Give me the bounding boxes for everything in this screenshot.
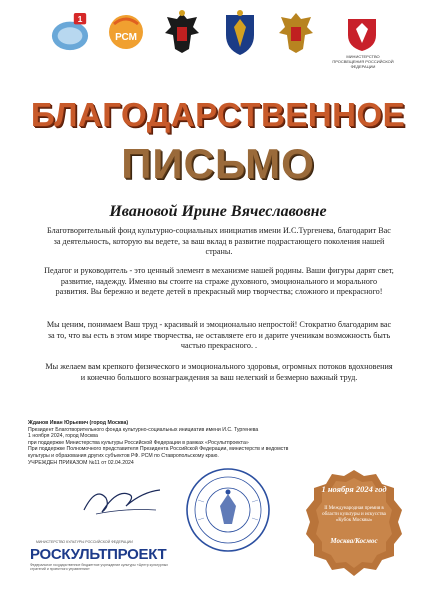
logo-badge-text: 1 <box>77 14 83 25</box>
ministry-shield-icon <box>220 8 260 58</box>
medal-line-3: «Кубок Москвы» <box>335 518 373 523</box>
official-stamp <box>184 466 272 554</box>
medal-line-1: II Международная премия в <box>324 506 384 511</box>
body-paragraph-1: Благотворительный фонд культурно-социальных инициатив имени И.С.Тургенева, благодарит Вас за деятельность, которую вы ведете, за ваш вклад в развитие подрастающего поколения нашей страны. <box>47 226 391 256</box>
signatory-line-4: При поддержке Полномочного представителя Президента Российской Федерации, министерств и ведомств культуры и образования других субъектов РФ. РСМ по Ставропольскому краю. <box>28 446 289 459</box>
signatory-line-5: УЧРЕЖДЕН ПРИКАЗОМ №11 от 02.04.2024 <box>28 459 134 466</box>
signatory-line-2: 1 ноября 2024, город Москва <box>28 433 98 440</box>
body-paragraph-3: Мы ценим, понимаем Ваш труд - красивый и эмоционально непростой! Стократно благодарим вас за то, что вы есть в этом мире творчества, не оставляете его и дарите ученикам возможность быть частью прекрасного. . <box>46 320 392 350</box>
channel-one-logo <box>50 8 90 58</box>
rsm-label: РСМ <box>115 32 137 43</box>
signatory-block <box>28 420 296 466</box>
ministry-education-logo <box>336 8 388 58</box>
recipient-name: Ивановой Ирине Вячеславовне <box>109 203 327 220</box>
body-paragraph-2: Педагог и руководитель - это ценный элемент в механизме нашей родины. Ваши фигуры дарят свет, развитие, надежду. Именно вы стоите на страже духовного, эмоционального и морального развития. Вы бережно и ведете детей в прекрасный мир творчества; сложного и прекрасного! <box>44 266 394 296</box>
signatory-name: Жданов Иван Юрьевич (город Москва) <box>28 420 129 426</box>
signatory-line-3: при поддержке Министерства культуры Российской Федерации в рамках «Росультпроекта» <box>28 439 249 446</box>
eagle-emblem-gold-icon <box>276 8 316 58</box>
title-line2: ПИСЬМО <box>121 140 315 187</box>
rk-ministry-caption: МИНИСТЕРСТВО КУЛЬТУРЫ РОССИЙСКОЙ ФЕДЕРАЦИИ <box>36 540 133 544</box>
roskultproekt-logo <box>30 540 170 571</box>
rsm-logo <box>106 8 146 58</box>
logos-row <box>44 8 396 69</box>
medal-description <box>304 506 404 524</box>
medal-line-2: области культуры и искусства <box>322 512 386 517</box>
handwritten-signature <box>76 480 166 520</box>
medal-city: Москва/Космос <box>330 537 378 545</box>
medal-date: 1 ноября 2024 год <box>321 484 387 494</box>
body-paragraph-4: Мы желаем вам крепкого физического и эмоционального здоровья, огромных потоков вдохновения и конечно большого вознаграждения за ваш нелегкий и безмерно важный труд. <box>45 362 393 382</box>
rk-subtitle: Федеральное государственное бюджетное учреждение культуры «Центр культурных стратегий и проектного управления» <box>30 563 169 571</box>
eagle-emblem-icon <box>162 8 202 58</box>
rk-wordmark: РОСКУЛЬТПРОЕКТ <box>30 546 167 563</box>
ministry-caption: МИНИСТЕРСТВО ПРОСВЕЩЕНИЯ РОССИЙСКОЙ ФЕДЕРАЦИИ <box>332 54 394 69</box>
signatory-line-1: Президент Благотворительного фонда культурно-социальных инициатив имени И.С. Тургенева <box>28 426 259 433</box>
title-line1: БЛАГОДАРСТВЕННОЕ <box>30 96 406 133</box>
